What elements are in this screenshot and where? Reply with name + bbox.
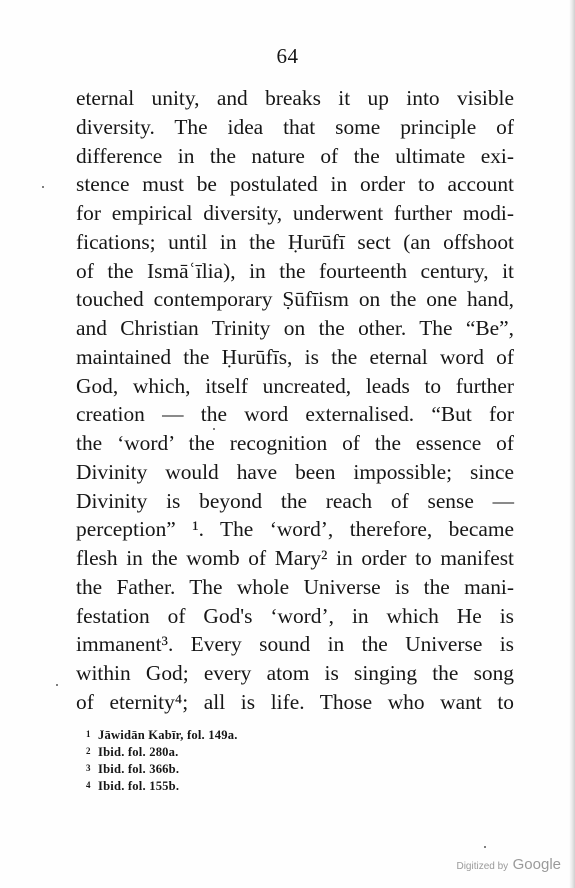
scan-speck	[42, 186, 44, 188]
text-line: flesh in the womb of Mary² in order to manifest	[76, 546, 514, 570]
footnote-number: 3	[86, 763, 91, 773]
footnote	[86, 777, 386, 794]
text-line: fications; until in the Ḥurūfī sect (an offshoot	[76, 229, 514, 254]
text-line: Divinity is beyond the reach of sense —	[76, 488, 514, 513]
footnote-text: Ibid. fol. 280a.	[98, 745, 179, 759]
footnote-number: 4	[86, 780, 91, 790]
text-line: of the Ismāʿīlia), in the fourteenth century, it	[76, 258, 514, 283]
footnote	[86, 743, 386, 760]
text-line: the Father. The whole Universe is the mani-	[76, 574, 514, 599]
watermark-prefix: Digitized by	[456, 861, 509, 872]
footnote-text: Ibid. fol. 155b.	[98, 779, 180, 793]
text-line: diversity. The idea that some principle of	[76, 114, 514, 139]
text-line: and Christian Trinity on the other. The “Be”,	[76, 316, 514, 340]
text-line: creation — the word externalised. “But for	[76, 402, 514, 427]
text-line: immanent³. Every sound in the Universe is	[76, 632, 514, 657]
text-line: Divinity would have been impossible; since	[76, 459, 514, 484]
text-line: eternal unity, and breaks it up into visible	[76, 86, 514, 110]
text-line: difference in the nature of the ultimate exi-	[76, 143, 514, 168]
text-line: for empirical diversity, underwent further modi-	[76, 201, 514, 225]
watermark-brand: Google	[512, 856, 561, 873]
digitized-watermark	[456, 856, 561, 874]
footnote-number: 1	[86, 729, 91, 739]
footnote-number: 2	[86, 746, 91, 756]
footnote	[86, 726, 386, 743]
scan-speck	[213, 428, 215, 430]
text-line: the ‘word’ the recognition of the essence of	[76, 431, 514, 455]
text-line: festation of God's ‘word’, in which He is	[76, 603, 514, 628]
page-edge-shadow	[569, 0, 575, 888]
footnote-text: Ibid. fol. 366b.	[98, 762, 180, 776]
scan-speck	[56, 684, 58, 686]
footnote-text: Jāwidān Kabīr, fol. 149a.	[98, 728, 238, 742]
text-line: stence must be postulated in order to account	[76, 172, 514, 197]
text-line: of eternity⁴; all is life. Those who want to	[76, 689, 514, 714]
scan-speck	[484, 846, 486, 848]
body-text	[76, 84, 514, 717]
text-line: God, which, itself uncreated, leads to further	[76, 373, 514, 398]
text-line: maintained the Ḥurūfīs, is the eternal word of	[76, 344, 514, 369]
page-number: 64	[276, 44, 299, 68]
text-line: within God; every atom is singing the song	[76, 661, 514, 685]
text-line: touched contemporary Ṣūfīism on the one hand,	[76, 287, 514, 312]
footnote	[86, 760, 386, 777]
text-line: perception” ¹. The ‘word’, therefore, became	[76, 517, 514, 542]
footnotes	[86, 726, 386, 794]
